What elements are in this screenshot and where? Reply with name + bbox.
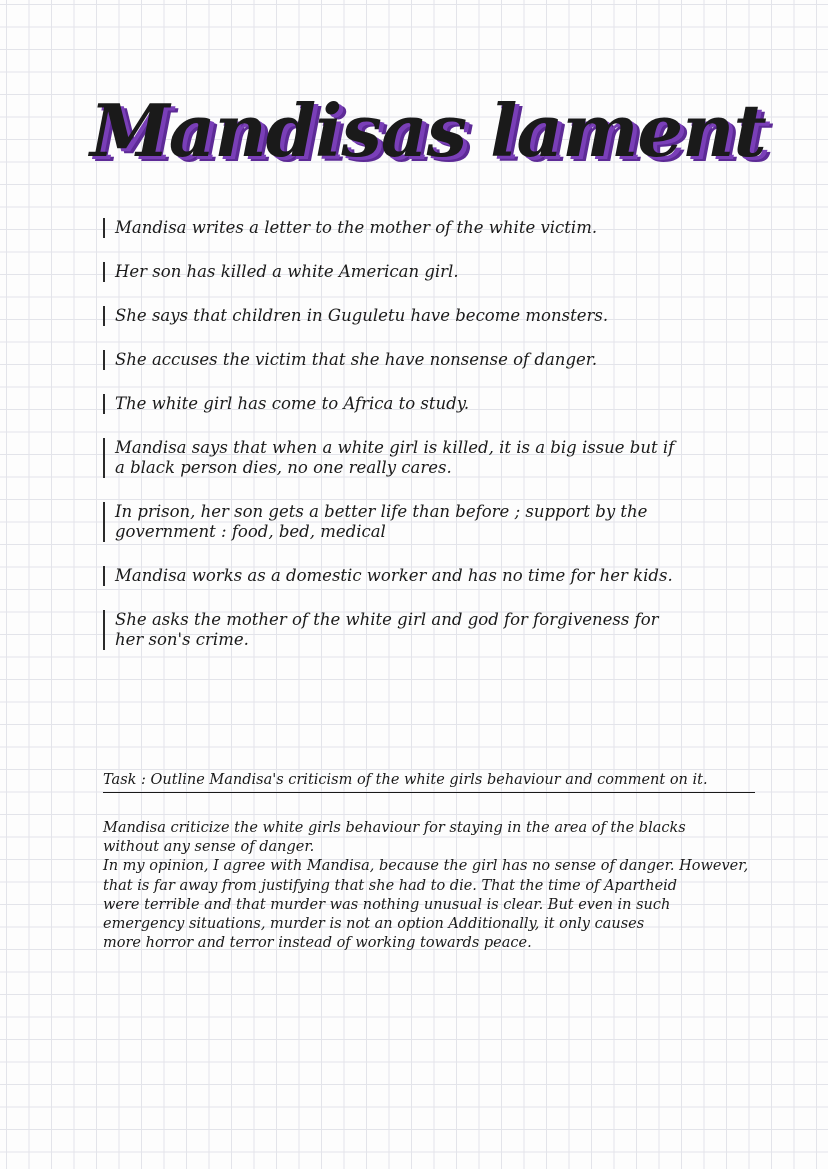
answer-line: more horror and terror instead of working towards peace. [103,935,532,952]
answer-line: In my opinion, I agree with Mandisa, because the girl has no sense of danger. However, [103,858,749,875]
task-section [103,770,755,953]
note-item: Mandisa works as a domestic worker and has no time for her kids. [103,566,793,586]
note-item: In prison, her son gets a better life than before ; support by the government : food, bed, medical [103,502,793,542]
note-item: Mandisa writes a letter to the mother of the white victim. [103,218,793,238]
answer-line: that is far away from justifying that she had to die. That the time of Apartheid [103,877,678,894]
note-item: She says that children in Guguletu have become monsters. [103,306,793,326]
note-item: She asks the mother of the white girl and god for forgiveness for her son's crime. [103,610,793,650]
note-item: Mandisa says that when a white girl is killed, it is a big issue but if a black person dies, no one really cares. [103,438,793,478]
summary-notes [103,218,793,650]
answer-line: were terrible and that murder was nothing unusual is clear. But even in such [103,896,671,913]
note-item: She accuses the victim that she have nonsense of danger. [103,350,793,370]
task-answer [103,819,755,953]
answer-line: without any sense of danger. [103,839,315,856]
note-item: Her son has killed a white American girl. [103,262,793,282]
page-title: Mandisas lament [90,88,766,173]
answer-line: emergency situations, murder is not an option Additionally, it only causes [103,916,645,933]
note-item: The white girl has come to Africa to study. [103,394,793,414]
answer-line: Mandisa criticize the white girls behaviour for staying in the area of the blacks [103,820,686,836]
task-heading: Task : Outline Mandisa's criticism of the white girls behaviour and comment on it. [103,770,755,793]
